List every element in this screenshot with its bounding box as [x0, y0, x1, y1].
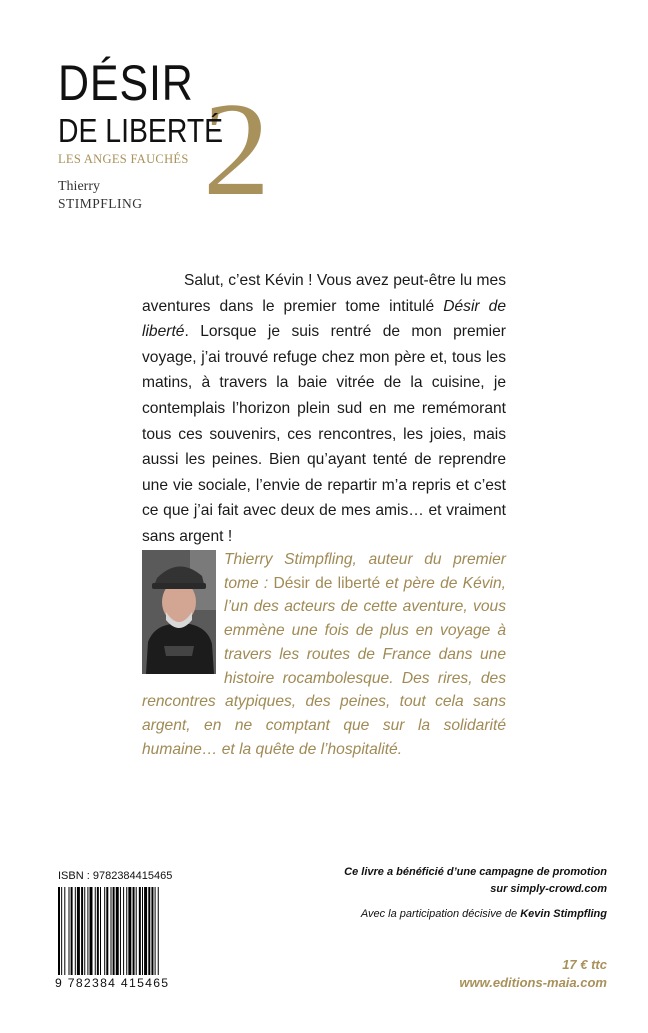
- bio-part-1: Thierry Stimpfling, auteur du premier tome :: [224, 551, 506, 592]
- author-bio: [142, 548, 506, 761]
- barcode-bar: [75, 887, 76, 975]
- barcode-bar: [100, 887, 101, 975]
- participation-text: Avec la participation décisive de: [360, 908, 521, 920]
- author-first-name: Thierry: [58, 179, 100, 194]
- blurb-part-2: . Lorsque je suis rentré de mon premier voyage, j’ai trouvé refuge chez mon père et, tous les matins, à travers la baie vitrée de la cuisine, je contemplais l’horizon plein sud en me remémorant tous ces souvenirs, ces rencontres, les joies, mais aussi les peines. Bien qu’ayant tenté de reprendre une vie sociale, l’envie de repartir m’a repris et c’est ce que j’ai fait avec deux de mes amis… et vraiment sans argent !: [142, 323, 506, 545]
- barcode-bar: [144, 887, 147, 975]
- barcode-bar: [61, 887, 62, 975]
- barcode-bar: [97, 887, 99, 975]
- barcode-bar: [120, 887, 121, 975]
- barcode: [58, 887, 192, 975]
- publisher-website: www.editions-maia.com: [459, 975, 607, 990]
- cover-title-block: [58, 55, 288, 223]
- barcode-bar: [136, 887, 137, 975]
- barcode-bar: [104, 887, 105, 975]
- barcode-bar: [128, 887, 131, 975]
- barcode-bar: [148, 887, 150, 975]
- barcode-bar: [123, 887, 124, 975]
- barcode-bar: [116, 887, 119, 975]
- barcode-bar: [142, 887, 143, 975]
- isbn-label: ISBN : 9782384415465: [58, 870, 173, 882]
- barcode-bar: [64, 887, 65, 975]
- barcode-bar: [84, 887, 85, 975]
- barcode-bar: [77, 887, 80, 975]
- back-cover-blurb: [142, 268, 506, 550]
- price: 17 € ttc: [562, 957, 607, 972]
- barcode-bar: [71, 887, 73, 975]
- barcode-bar: [151, 887, 153, 975]
- barcode-bar: [95, 887, 96, 975]
- barcode-digits: 9 782384 415465: [55, 976, 170, 990]
- participation-name: Kevin Stimpfling: [520, 908, 607, 920]
- promo-line-1: Ce livre a bénéficié d’une campagne de promotion: [344, 866, 607, 878]
- promo-line-2: sur simply-crowd.com: [490, 883, 607, 895]
- blurb-part-1: Salut, c’est Kévin ! Vous avez peut-être lu mes aventures dans le premier tome intitulé: [142, 272, 506, 315]
- barcode-bar: [113, 887, 115, 975]
- bio-book-title: Désir de liberté: [273, 574, 381, 592]
- barcode-bar: [139, 887, 141, 975]
- participation-credit: [361, 908, 607, 920]
- barcode-bar: [69, 887, 70, 975]
- subtitle: LES ANGES FAUCHÉS: [58, 152, 189, 166]
- barcode-bar: [90, 887, 93, 975]
- title-line-2: DE LIBERTÉ: [58, 112, 224, 149]
- title-line-1: DÉSIR: [58, 55, 194, 111]
- barcode-bar: [126, 887, 127, 975]
- barcode-bar: [133, 887, 135, 975]
- barcode-bar: [155, 887, 156, 975]
- author-last-name: STIMPFLING: [58, 196, 143, 211]
- bio-part-2: et père de Kévin, l’un des acteurs de cette aventure, vous emmène une fois de plus en voyage à travers les routes de France dans une histoire rocambolesque. Des rires, des rencontres atypiques, des peines, tout cela sans argent, en ne comptant que sur la solidarité humaine… et la quête de l’hospitalité.: [142, 574, 507, 758]
- barcode-bar: [111, 887, 112, 975]
- barcode-bar: [106, 887, 108, 975]
- barcode-bar: [81, 887, 83, 975]
- barcode-bar: [158, 887, 159, 975]
- blurb-book-title: Désir de liberté: [142, 297, 506, 341]
- barcode-bar: [58, 887, 60, 975]
- volume-number: 2: [203, 75, 270, 223]
- barcode-bar: [87, 887, 88, 975]
